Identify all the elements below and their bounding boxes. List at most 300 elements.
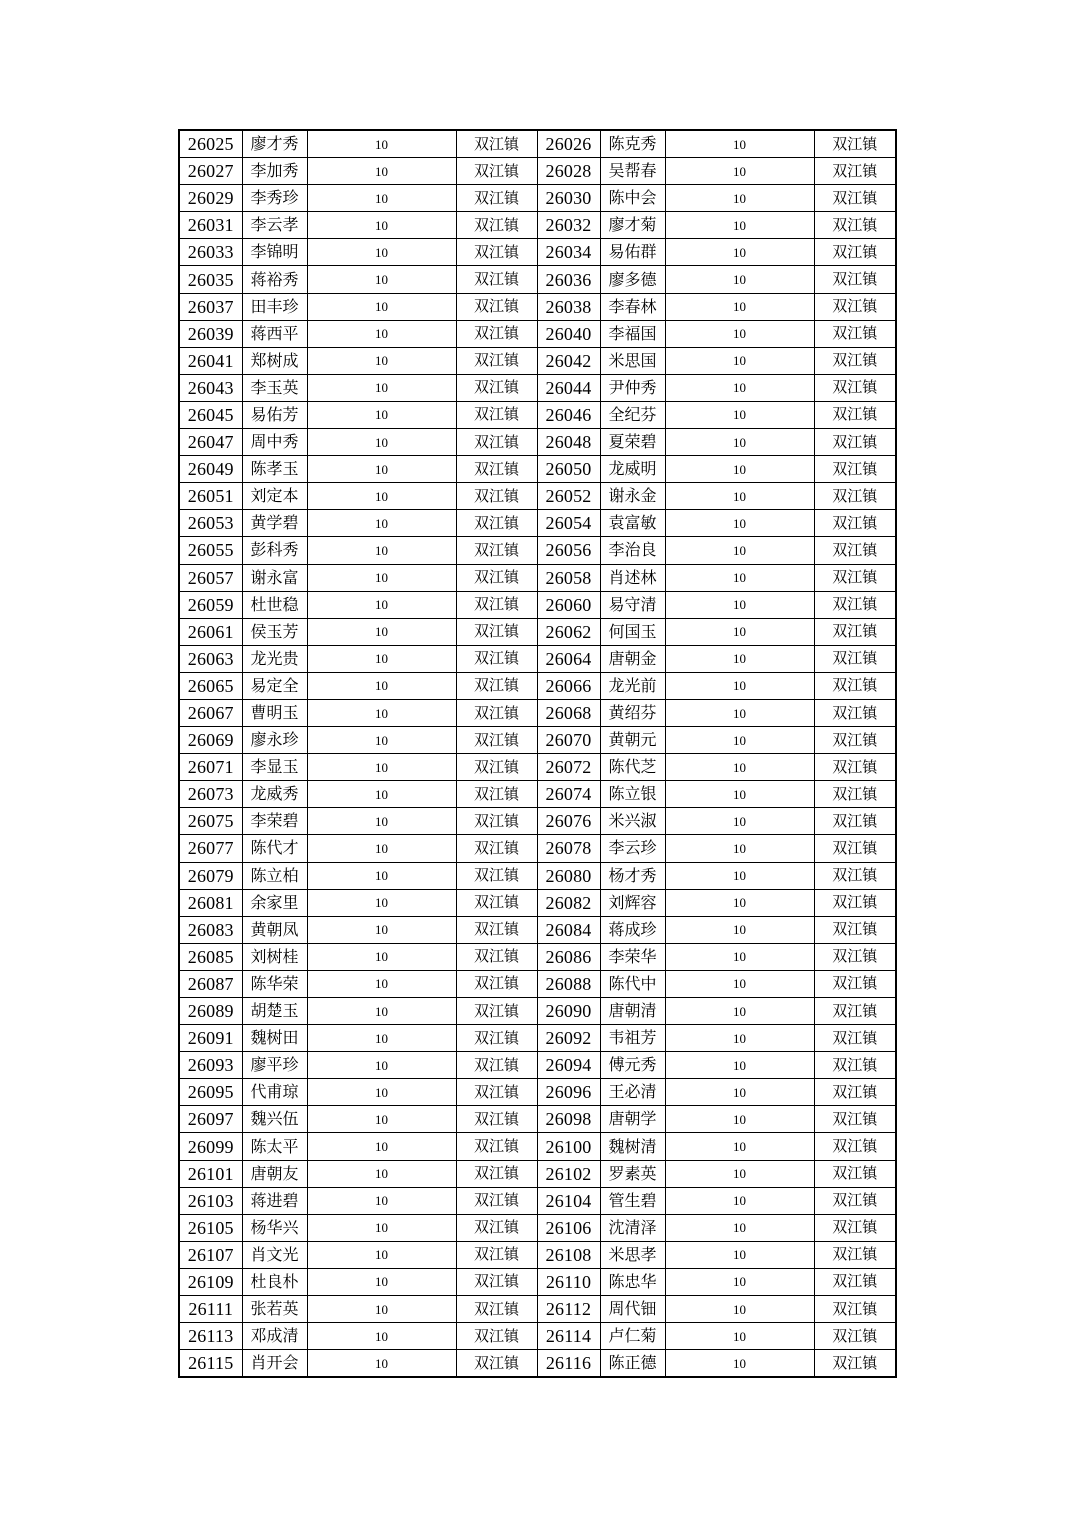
amount-cell: 10 [665,212,814,239]
town-cell: 双江镇 [456,943,537,970]
record-id-cell: 26050 [537,456,600,483]
person-name-cell: 全纪芬 [600,401,665,428]
person-name-cell: 易定全 [242,672,307,699]
table-row [179,808,896,835]
table-row [179,564,896,591]
town-cell: 双江镇 [814,727,896,754]
person-name-cell: 李荣碧 [242,808,307,835]
person-name-cell: 米思孝 [600,1241,665,1268]
town-cell: 双江镇 [814,1187,896,1214]
person-name-cell: 唐朝学 [600,1106,665,1133]
record-id-cell: 26042 [537,347,600,374]
amount-cell: 10 [665,537,814,564]
table-row [179,1350,896,1378]
town-cell: 双江镇 [456,1268,537,1295]
record-id-cell: 26085 [179,943,242,970]
person-name-cell: 王必清 [600,1079,665,1106]
amount-cell: 10 [665,998,814,1025]
town-cell: 双江镇 [456,727,537,754]
amount-cell: 10 [307,1052,456,1079]
record-id-cell: 26057 [179,564,242,591]
person-name-cell: 代甫琼 [242,1079,307,1106]
amount-cell: 10 [665,320,814,347]
town-cell: 双江镇 [456,266,537,293]
amount-cell: 10 [307,727,456,754]
record-id-cell: 26099 [179,1133,242,1160]
amount-cell: 10 [665,1106,814,1133]
record-id-cell: 26093 [179,1052,242,1079]
table-row [179,401,896,428]
record-id-cell: 26102 [537,1160,600,1187]
amount-cell: 10 [665,943,814,970]
table-row [179,320,896,347]
town-cell: 双江镇 [814,998,896,1025]
amount-cell: 10 [307,1187,456,1214]
town-cell: 双江镇 [814,1214,896,1241]
person-name-cell: 黄朝凤 [242,916,307,943]
record-id-cell: 26027 [179,158,242,185]
table-row [179,456,896,483]
town-cell: 双江镇 [814,781,896,808]
record-id-cell: 26029 [179,185,242,212]
amount-cell: 10 [307,429,456,456]
record-id-cell: 26043 [179,374,242,401]
town-cell: 双江镇 [456,835,537,862]
record-id-cell: 26103 [179,1187,242,1214]
town-cell: 双江镇 [814,510,896,537]
person-name-cell: 陈代才 [242,835,307,862]
amount-cell: 10 [665,374,814,401]
town-cell: 双江镇 [456,781,537,808]
table-row [179,1296,896,1323]
record-id-cell: 26092 [537,1025,600,1052]
amount-cell: 10 [307,591,456,618]
person-name-cell: 张若英 [242,1296,307,1323]
person-name-cell: 肖述林 [600,564,665,591]
record-id-cell: 26062 [537,618,600,645]
record-id-cell: 26031 [179,212,242,239]
record-id-cell: 26097 [179,1106,242,1133]
person-name-cell: 傅元秀 [600,1052,665,1079]
record-id-cell: 26041 [179,347,242,374]
person-name-cell: 唐朝友 [242,1160,307,1187]
amount-cell: 10 [665,185,814,212]
table-row [179,754,896,781]
amount-cell: 10 [665,1296,814,1323]
table-row [179,130,896,158]
record-id-cell: 26063 [179,645,242,672]
amount-cell: 10 [307,618,456,645]
table-row [179,185,896,212]
person-name-cell: 田丰珍 [242,293,307,320]
person-name-cell: 魏兴伍 [242,1106,307,1133]
table-row [179,483,896,510]
person-name-cell: 沈清泽 [600,1214,665,1241]
person-name-cell: 陈正德 [600,1350,665,1378]
record-id-cell: 26059 [179,591,242,618]
amount-cell: 10 [307,889,456,916]
record-id-cell: 26115 [179,1350,242,1378]
table-row [179,1214,896,1241]
town-cell: 双江镇 [456,645,537,672]
record-id-cell: 26073 [179,781,242,808]
table-row [179,347,896,374]
town-cell: 双江镇 [456,591,537,618]
record-id-cell: 26109 [179,1268,242,1295]
record-id-cell: 26114 [537,1323,600,1350]
amount-cell: 10 [307,456,456,483]
person-name-cell: 李荣华 [600,943,665,970]
person-name-cell: 陈忠华 [600,1268,665,1295]
town-cell: 双江镇 [456,401,537,428]
amount-cell: 10 [665,835,814,862]
record-id-cell: 26104 [537,1187,600,1214]
record-id-cell: 26044 [537,374,600,401]
table-row [179,916,896,943]
person-name-cell: 袁富敏 [600,510,665,537]
record-id-cell: 26076 [537,808,600,835]
table-row [179,727,896,754]
town-cell: 双江镇 [814,1323,896,1350]
table-row [179,239,896,266]
person-name-cell: 韦祖芳 [600,1025,665,1052]
amount-cell: 10 [307,645,456,672]
person-name-cell: 李福国 [600,320,665,347]
person-name-cell: 罗素英 [600,1160,665,1187]
table-row [179,672,896,699]
amount-cell: 10 [307,239,456,266]
record-id-cell: 26082 [537,889,600,916]
town-cell: 双江镇 [814,889,896,916]
person-name-cell: 廖才秀 [242,130,307,158]
person-name-cell: 廖平珍 [242,1052,307,1079]
amount-cell: 10 [307,537,456,564]
record-id-cell: 26048 [537,429,600,456]
person-name-cell: 李显玉 [242,754,307,781]
amount-cell: 10 [665,456,814,483]
person-name-cell: 杨华兴 [242,1214,307,1241]
record-id-cell: 26035 [179,266,242,293]
amount-cell: 10 [307,1160,456,1187]
table-row [179,1052,896,1079]
table-row [179,429,896,456]
town-cell: 双江镇 [814,1052,896,1079]
amount-cell: 10 [307,1296,456,1323]
amount-cell: 10 [665,916,814,943]
town-cell: 双江镇 [456,1187,537,1214]
amount-cell: 10 [307,1214,456,1241]
town-cell: 双江镇 [814,1025,896,1052]
record-id-cell: 26090 [537,998,600,1025]
town-cell: 双江镇 [814,456,896,483]
person-name-cell: 肖文光 [242,1241,307,1268]
town-cell: 双江镇 [456,1350,537,1378]
person-name-cell: 陈孝玉 [242,456,307,483]
person-name-cell: 易佑群 [600,239,665,266]
table-row [179,970,896,997]
town-cell: 双江镇 [456,158,537,185]
amount-cell: 10 [665,781,814,808]
amount-cell: 10 [307,970,456,997]
town-cell: 双江镇 [814,537,896,564]
town-cell: 双江镇 [814,699,896,726]
record-id-cell: 26067 [179,699,242,726]
amount-cell: 10 [665,1187,814,1214]
person-name-cell: 卢仁菊 [600,1323,665,1350]
person-name-cell: 邓成清 [242,1323,307,1350]
amount-cell: 10 [307,1106,456,1133]
record-id-cell: 26106 [537,1214,600,1241]
person-name-cell: 杜良朴 [242,1268,307,1295]
town-cell: 双江镇 [456,1079,537,1106]
amount-cell: 10 [665,1079,814,1106]
town-cell: 双江镇 [456,1323,537,1350]
town-cell: 双江镇 [814,564,896,591]
table-row [179,212,896,239]
town-cell: 双江镇 [456,808,537,835]
person-name-cell: 龙光前 [600,672,665,699]
town-cell: 双江镇 [456,970,537,997]
table-row [179,998,896,1025]
table-row [179,1268,896,1295]
amount-cell: 10 [307,998,456,1025]
town-cell: 双江镇 [814,1106,896,1133]
amount-cell: 10 [665,672,814,699]
amount-cell: 10 [307,483,456,510]
town-cell: 双江镇 [456,672,537,699]
town-cell: 双江镇 [456,1241,537,1268]
town-cell: 双江镇 [814,1296,896,1323]
person-name-cell: 黄朝元 [600,727,665,754]
table-row [179,537,896,564]
town-cell: 双江镇 [814,943,896,970]
record-id-cell: 26034 [537,239,600,266]
record-id-cell: 26079 [179,862,242,889]
record-id-cell: 26039 [179,320,242,347]
record-id-cell: 26046 [537,401,600,428]
amount-cell: 10 [665,564,814,591]
town-cell: 双江镇 [456,1296,537,1323]
town-cell: 双江镇 [456,1160,537,1187]
person-name-cell: 李春林 [600,293,665,320]
amount-cell: 10 [665,1133,814,1160]
person-name-cell: 陈立柏 [242,862,307,889]
person-name-cell: 肖开会 [242,1350,307,1378]
amount-cell: 10 [665,293,814,320]
town-cell: 双江镇 [814,808,896,835]
table-row [179,591,896,618]
town-cell: 双江镇 [814,618,896,645]
person-name-cell: 蒋成珍 [600,916,665,943]
town-cell: 双江镇 [456,889,537,916]
amount-cell: 10 [665,808,814,835]
record-id-cell: 26047 [179,429,242,456]
amount-cell: 10 [307,781,456,808]
amount-cell: 10 [307,672,456,699]
amount-cell: 10 [665,239,814,266]
record-id-cell: 26033 [179,239,242,266]
amount-cell: 10 [307,1133,456,1160]
record-id-cell: 26095 [179,1079,242,1106]
amount-cell: 10 [307,916,456,943]
person-name-cell: 李云珍 [600,835,665,862]
town-cell: 双江镇 [456,293,537,320]
person-name-cell: 唐朝清 [600,998,665,1025]
amount-cell: 10 [307,943,456,970]
person-name-cell: 周代钿 [600,1296,665,1323]
amount-cell: 10 [665,1241,814,1268]
town-cell: 双江镇 [814,1160,896,1187]
amount-cell: 10 [665,754,814,781]
table-row [179,374,896,401]
record-id-cell: 26032 [537,212,600,239]
record-id-cell: 26055 [179,537,242,564]
table-row [179,293,896,320]
person-name-cell: 蒋裕秀 [242,266,307,293]
amount-cell: 10 [665,591,814,618]
amount-cell: 10 [307,862,456,889]
table-row [179,1323,896,1350]
town-cell: 双江镇 [456,1025,537,1052]
record-id-cell: 26077 [179,835,242,862]
amount-cell: 10 [665,618,814,645]
table-row [179,1160,896,1187]
town-cell: 双江镇 [814,1241,896,1268]
person-name-cell: 龙威明 [600,456,665,483]
person-name-cell: 龙威秀 [242,781,307,808]
amount-cell: 10 [665,1214,814,1241]
town-cell: 双江镇 [456,347,537,374]
town-cell: 双江镇 [456,537,537,564]
amount-cell: 10 [307,212,456,239]
person-name-cell: 唐朝金 [600,645,665,672]
town-cell: 双江镇 [814,672,896,699]
person-name-cell: 刘辉容 [600,889,665,916]
amount-cell: 10 [307,835,456,862]
person-name-cell: 李治良 [600,537,665,564]
amount-cell: 10 [307,401,456,428]
table-row [179,618,896,645]
town-cell: 双江镇 [814,347,896,374]
record-id-cell: 26075 [179,808,242,835]
person-name-cell: 余家里 [242,889,307,916]
record-id-cell: 26091 [179,1025,242,1052]
person-name-cell: 陈代芝 [600,754,665,781]
record-id-cell: 26053 [179,510,242,537]
record-id-cell: 26087 [179,970,242,997]
town-cell: 双江镇 [456,374,537,401]
record-id-cell: 26072 [537,754,600,781]
amount-cell: 10 [307,1323,456,1350]
town-cell: 双江镇 [814,429,896,456]
person-name-cell: 谢永富 [242,564,307,591]
record-id-cell: 26069 [179,727,242,754]
person-name-cell: 吴帮春 [600,158,665,185]
record-id-cell: 26086 [537,943,600,970]
person-name-cell: 魏树田 [242,1025,307,1052]
person-name-cell: 李玉英 [242,374,307,401]
town-cell: 双江镇 [814,916,896,943]
record-id-cell: 26108 [537,1241,600,1268]
amount-cell: 10 [665,1323,814,1350]
person-name-cell: 陈华荣 [242,970,307,997]
person-name-cell: 陈太平 [242,1133,307,1160]
person-name-cell: 廖多德 [600,266,665,293]
town-cell: 双江镇 [814,158,896,185]
amount-cell: 10 [307,185,456,212]
record-id-cell: 26065 [179,672,242,699]
record-id-cell: 26116 [537,1350,600,1378]
person-name-cell: 蒋进碧 [242,1187,307,1214]
record-id-cell: 26025 [179,130,242,158]
record-id-cell: 26066 [537,672,600,699]
town-cell: 双江镇 [814,862,896,889]
amount-cell: 10 [307,1025,456,1052]
town-cell: 双江镇 [814,754,896,781]
person-name-cell: 郑树成 [242,347,307,374]
record-id-cell: 26064 [537,645,600,672]
person-name-cell: 刘树桂 [242,943,307,970]
town-cell: 双江镇 [814,970,896,997]
table-row [179,1133,896,1160]
amount-cell: 10 [307,510,456,537]
person-name-cell: 胡楚玉 [242,998,307,1025]
person-name-cell: 蒋西平 [242,320,307,347]
table-row [179,645,896,672]
town-cell: 双江镇 [456,916,537,943]
person-name-cell: 侯玉芳 [242,618,307,645]
record-id-cell: 26026 [537,130,600,158]
person-name-cell: 陈代中 [600,970,665,997]
town-cell: 双江镇 [456,483,537,510]
record-id-cell: 26061 [179,618,242,645]
amount-cell: 10 [307,1268,456,1295]
person-name-cell: 彭科秀 [242,537,307,564]
person-name-cell: 杨才秀 [600,862,665,889]
record-id-cell: 26083 [179,916,242,943]
record-id-cell: 26078 [537,835,600,862]
amount-cell: 10 [307,754,456,781]
table-row [179,943,896,970]
town-cell: 双江镇 [456,754,537,781]
table-row [179,158,896,185]
person-name-cell: 廖才菊 [600,212,665,239]
person-name-cell: 杜世稳 [242,591,307,618]
amount-cell: 10 [665,970,814,997]
record-id-cell: 26094 [537,1052,600,1079]
town-cell: 双江镇 [814,320,896,347]
town-cell: 双江镇 [814,483,896,510]
person-name-cell: 廖永珍 [242,727,307,754]
person-name-cell: 管生碧 [600,1187,665,1214]
record-id-cell: 26101 [179,1160,242,1187]
town-cell: 双江镇 [814,1350,896,1378]
person-name-cell: 黄绍芬 [600,699,665,726]
record-id-cell: 26113 [179,1323,242,1350]
amount-cell: 10 [307,158,456,185]
town-cell: 双江镇 [456,456,537,483]
record-id-cell: 26081 [179,889,242,916]
amount-cell: 10 [665,401,814,428]
table-row [179,1025,896,1052]
record-id-cell: 26040 [537,320,600,347]
town-cell: 双江镇 [456,1106,537,1133]
roster-table [178,129,897,1378]
amount-cell: 10 [665,727,814,754]
record-id-cell: 26058 [537,564,600,591]
person-name-cell: 米思国 [600,347,665,374]
person-name-cell: 李秀珍 [242,185,307,212]
